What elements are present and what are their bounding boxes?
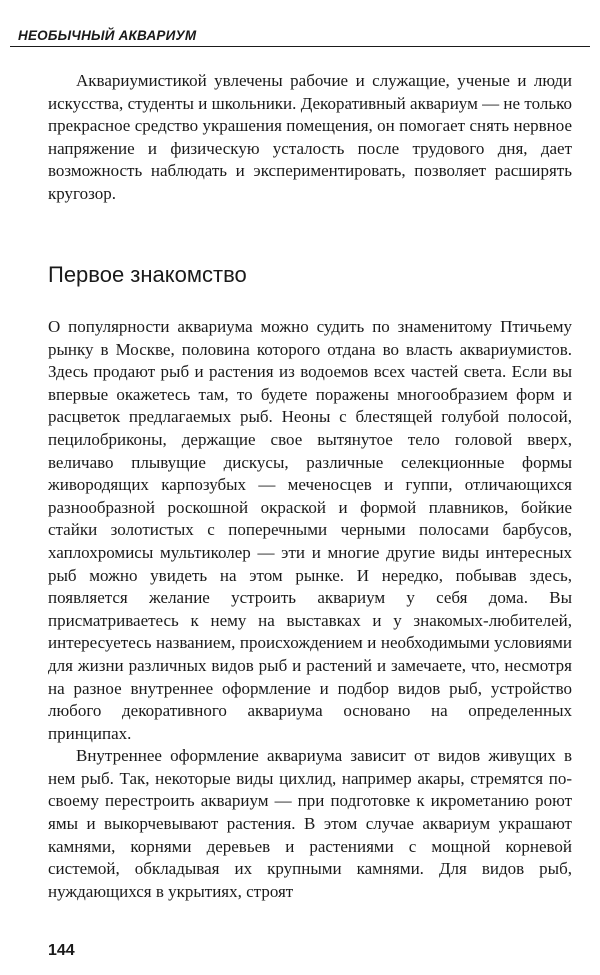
header-divider [10,46,590,47]
intro-block [48,70,572,206]
section-body [48,316,572,903]
running-head-title: НЕОБЫЧНЫЙ АКВАРИУМ [18,28,197,43]
body-paragraph-1: О популярности аквариума можно судить по знаменитому Птичьему рынку в Москве, половина которого отдана во власть аквариумистов. Здесь продают рыб и растения из водоемов всех частей света. Если вы впервые окажетесь там, то будете поражены многообразием форм и расцветок предлагаемых рыб. Неоны с блестящей голубой полосой, пецилобриконы, держащие свое вытянутое тело головой вверх, величаво плывущие дискусы, различные селекционные формы живородящих карпозубых — меченосцев и гуппи, отличающихся разнообразной роскошной окраской и формой плавников, бойкие стайки золотистых с поперечными черными полосами барбусов, хаплохромисы мультиколер — эти и многие другие виды интересных рыб можно увидеть на этом рынке. И нередко, побывав здесь, появляется желание устроить аквариум у себя дома. Вы присматриваетесь к нему на выставках и у знакомых-любителей, интересуетесь названием, происхождением и необходимыми условиями для жизни различных видов рыб и растений и замечаете, что, несмотря на разное внутреннее оформление и подбор видов рыб, устройство любого декоративного аквариума основано на определенных принципах. [48,317,572,743]
page-number: 144 [48,942,75,959]
section-heading: Первое знакомство [48,262,247,287]
intro-paragraph: Аквариумистикой увлечены рабочие и служащие, ученые и люди искусства, студенты и школьники. Декоративный аквариум — не только прекрасное средство украшения помещения, он помогает снять нервное напряжение и физическую усталость после трудового дня, дает возможность наблюдать и экспериментировать, позволяет расширять кругозор. [48,71,572,203]
body-paragraph-2: Внутреннее оформление аквариума зависит от видов живущих в нем рыб. Так, некоторые виды цихлид, например акары, стремятся по-своему перестроить аквариум — при подготовке к икрометанию роют ямы и выкорчевывают растения. В этом случае аквариум украшают камнями, корнями деревьев и растениями с мощной корневой системой, обкладывая их крупными камнями. Для видов рыб, нуждающихся в укрытиях, строят [48,746,572,901]
